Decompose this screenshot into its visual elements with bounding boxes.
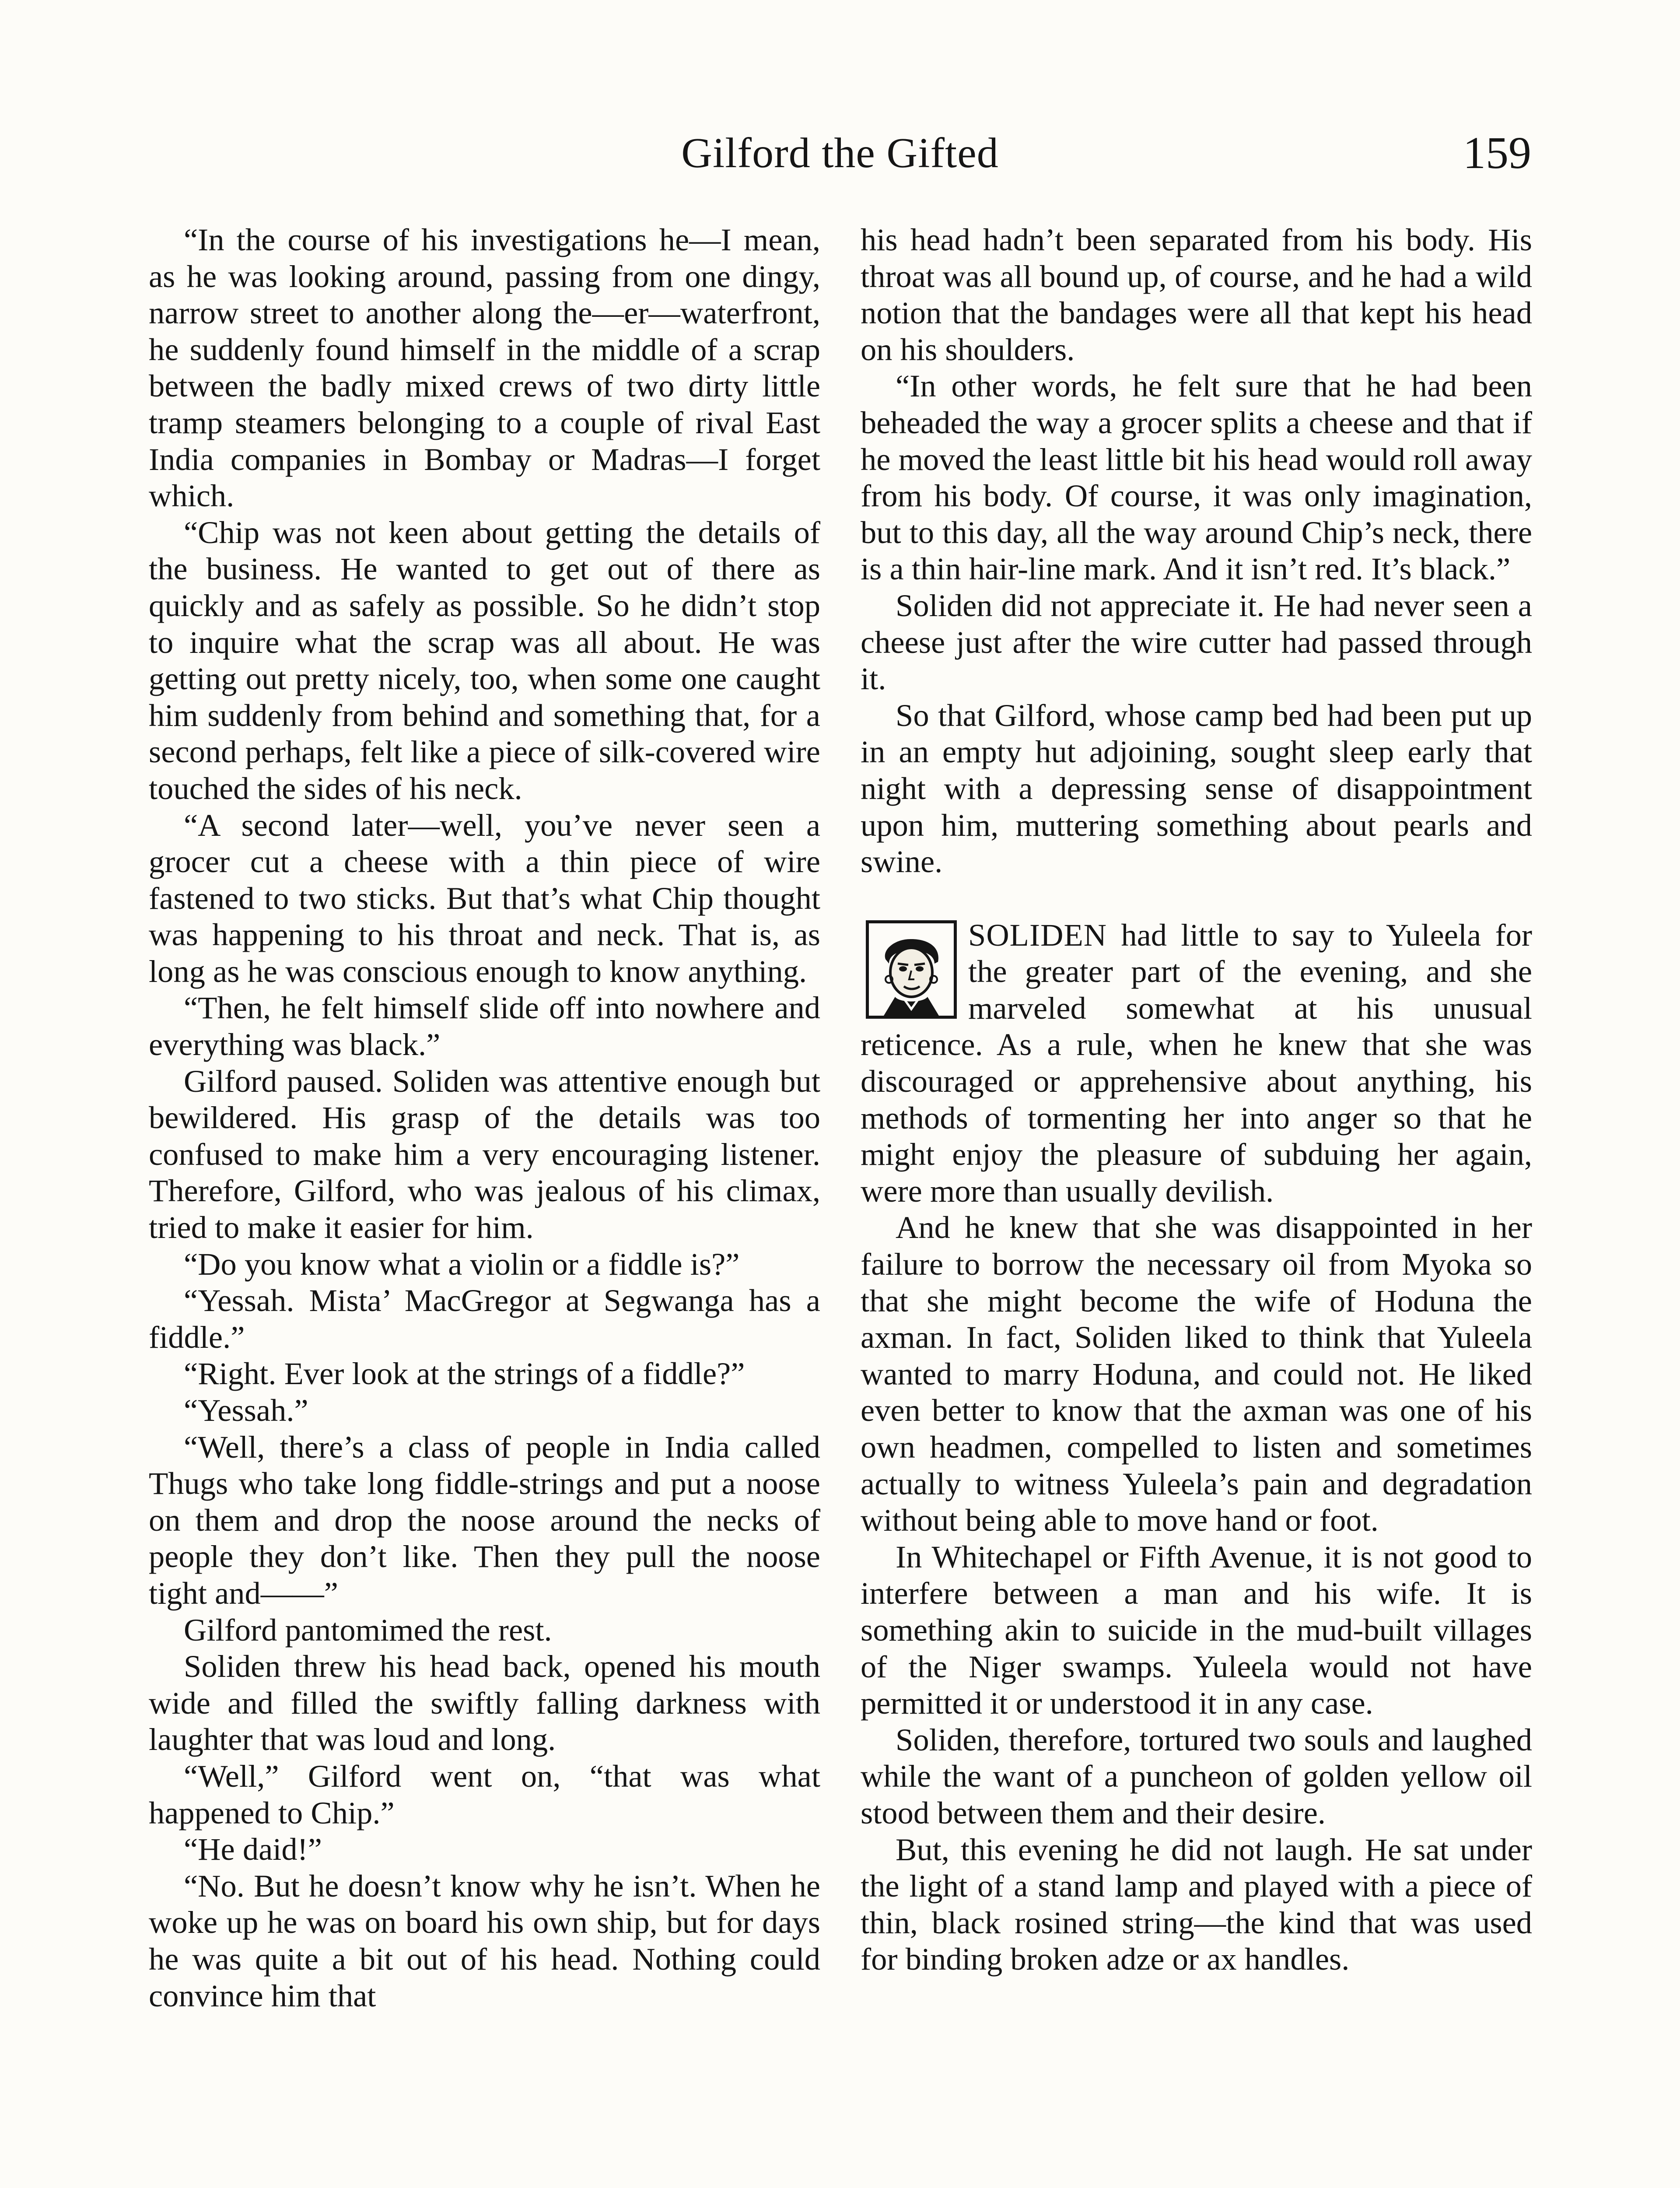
running-title: Gilford the Gifted	[681, 130, 999, 177]
section-break	[861, 880, 1532, 917]
page-number: 159	[1463, 128, 1531, 178]
paragraph: Soliden, therefore, tortured two souls and laughed while the want of a puncheon of golden yellow oil stood between them and their desire.	[861, 1722, 1532, 1830]
paragraph: “Then, he felt himself slide off into nowhere and everything was black.”	[149, 990, 820, 1062]
paragraph: “He daid!”	[184, 1831, 322, 1867]
paragraph: “Right. Ever look at the strings of a fiddle?”	[184, 1356, 745, 1392]
paragraph: In Whitechapel or Fifth Avenue, it is not good to interfere between a man and his wife. It is something akin to suicide in the mud-built villages of the Niger swamps. Yuleela would not have permitted it or understood it in any case.	[861, 1539, 1532, 1721]
section-opening-paragraph	[861, 917, 1532, 1210]
paragraph: “Well, there’s a class of people in India called Thugs who take long fiddle-strings and put a noose on them and drop the noose around the necks of people they don’t like. Then they pull the noose tight and——”	[149, 1429, 820, 1611]
paragraph: “Yessah.”	[184, 1392, 308, 1428]
paragraph: Gilford pantomimed the rest.	[184, 1612, 552, 1648]
paragraph: “No. But he doesn’t know why he isn’t. When he woke up he was on board his own ship, but for days he was quite a bit out of his head. Nothing could convince him that	[149, 1868, 820, 2013]
lead-caps-word: SOLIDEN	[968, 917, 1107, 953]
paragraph: Gilford paused. Soliden was attentive enough but bewildered. His grasp of the details was too confused to make him a very encouraging listener. Therefore, Gilford, who was jealous of his climax, tried to make it easier for him.	[149, 1063, 820, 1245]
paragraph: “Yessah. Mista’ MacGregor at Segwanga has a fiddle.”	[149, 1283, 820, 1355]
paragraph: “Well,” Gilford went on, “that was what happened to Chip.”	[149, 1758, 820, 1830]
right-column	[861, 221, 1532, 1978]
paragraph: Soliden threw his head back, opened his mouth wide and filled the swiftly falling darkness with laughter that was loud and long.	[149, 1648, 820, 1757]
paragraph: “A second later—well, you’ve never seen a grocer cut a cheese with a thin piece of wire fastened to two sticks. But that’s what Chip thought was happening to his throat and neck. That is, as long as he was conscious enough to know anything.	[149, 807, 820, 989]
continued-paragraph: his head hadn’t been separated from his body. His throat was all bound up, of course, and he had a wild notion that the bandages were all that kept his head on his shoulders.	[861, 222, 1532, 367]
lead-text: had little to say to Yuleela for the greater part of the evening, and she marveled somewhat at his unusual reticence. As a rule, when he knew that she was discouraged or apprehensive about anything, his methods of tormenting her into anger so that he might enjoy the pleasure of subduing her again, were more than usually devilish.	[861, 917, 1532, 1209]
paragraph: But, this evening he did not laugh. He sat under the light of a stand lamp and played with a piece of thin, black rosined string—the kind that was used for binding broken adze or ax handles.	[861, 1831, 1532, 1977]
paragraph: “Chip was not keen about getting the details of the business. He wanted to get out of there as quickly and as safely as possible. So he didn’t stop to inquire what the scrap was all about. He was getting out pretty nicely, too, when some one caught him suddenly from behind and something that, for a second perhaps, felt like a piece of silk-covered wire touched the sides of his neck.	[149, 514, 820, 806]
paragraph: So that Gilford, whose camp bed had been put up in an empty hut adjoining, sought sleep early that night with a depressing sense of disappointment upon him, muttering something about pearls and swine.	[861, 697, 1532, 880]
paragraph: And he knew that she was disappointed in her failure to borrow the necessary oil from Myoka so that she might become the wife of Hoduna the axman. In fact, Soliden liked to think that Yuleela wanted to marry Hoduna, and could not. He liked even better to know that the axman was one of his own headmen, compelled to listen and sometimes actually to witness Yuleela’s pain and degradation without being able to move hand or foot.	[861, 1210, 1532, 1538]
paragraph: “In other words, he felt sure that he had been beheaded the way a grocer splits a cheese and that if he moved the least little bit his head would roll away from his body. Of course, it was only imagination, but to this day, all the way around Chip’s neck, there is a thin hair-line mark. And it isn’t red. It’s black.”	[861, 368, 1532, 587]
paragraph: “Do you know what a violin or a fiddle is?”	[184, 1246, 740, 1282]
running-head	[149, 125, 1531, 182]
paragraph: Soliden did not appreciate it. He had never seen a cheese just after the wire cutter had passed through it.	[861, 587, 1532, 697]
left-column	[149, 221, 820, 2014]
face-portrait-icon	[866, 920, 957, 1019]
paragraph: “In the course of his investigations he—I mean, as he was looking around, passing from one dingy, narrow street to another along the—er—waterfront, he suddenly found himself in the middle of a scrap between the badly mixed crews of two dirty little tramp steamers belonging to a couple of rival East India companies in Bombay or Madras—I forget which.	[149, 222, 820, 514]
